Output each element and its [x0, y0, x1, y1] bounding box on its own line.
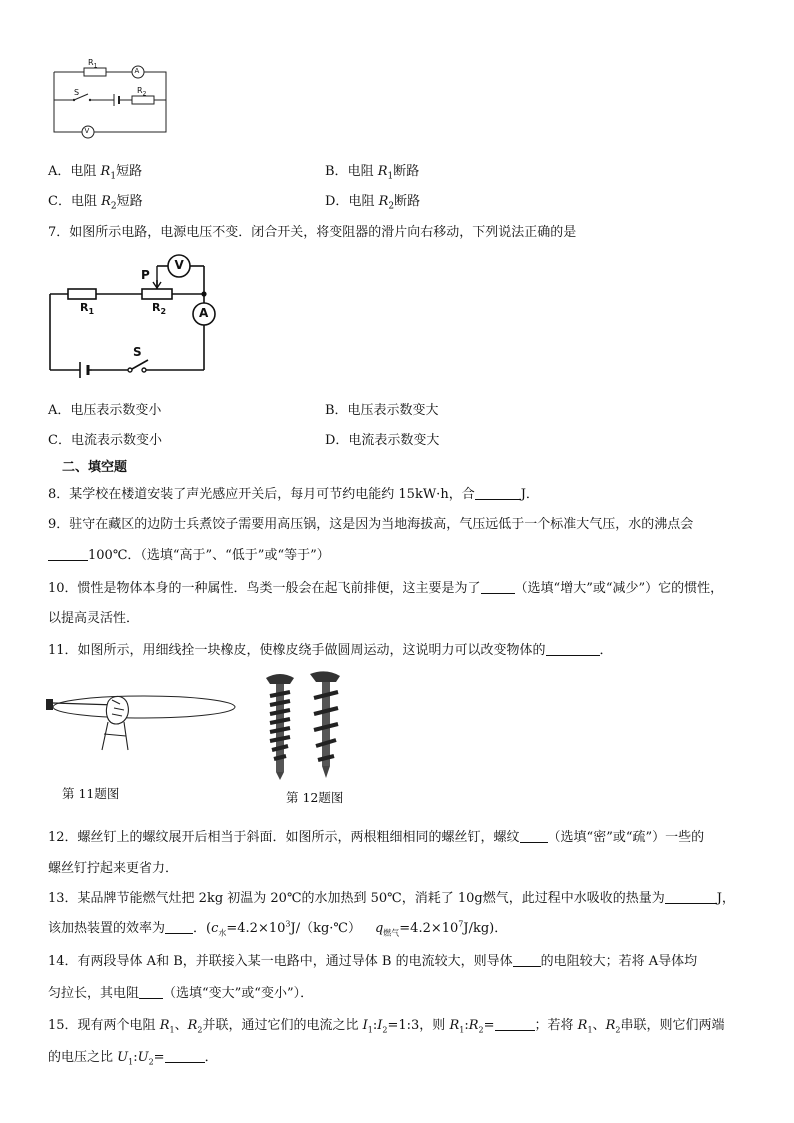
r1-resistor: [68, 289, 96, 299]
q6-option-b[interactable]: B．电阻 $R_1$断路: [325, 164, 420, 182]
q12-line1: 12．螺丝钉上的螺纹展开后相当于斜面．如图所示，两根粗细相同的螺丝钉，螺纹 （选填“密”或“疏”）一些的: [48, 830, 705, 845]
q12-line2: 螺丝钉拧起来更省力．: [48, 861, 179, 876]
q9-blank[interactable]: [48, 548, 88, 561]
fig6-r2-label: $R_2$: [137, 86, 147, 98]
q15-line2: 的电压之比 $U_1:U_2=$ ．: [48, 1050, 218, 1067]
q7-stem: 7．如图所示电路，电源电压不变．闭合开关，将变阻器的滑片向右移动，下列说法正确的是: [48, 225, 577, 240]
q10-line2: 以提高灵活性．: [48, 611, 140, 626]
section-heading: 二、填空题: [62, 460, 128, 475]
q6-option-c[interactable]: C．电阻 $R_2$短路: [48, 194, 143, 212]
eraser-shape: [46, 699, 53, 710]
q10-blank[interactable]: [481, 581, 515, 594]
figure-11-caption: 第 11题图: [62, 786, 120, 801]
fig6-voltmeter-label: V: [84, 127, 90, 135]
q11-stem: 11．如图所示，用细线拴一块橡皮，使橡皮绕手做圆周运动，这说明力可以改变物体的 ．: [48, 643, 613, 658]
r2-rheostat: [142, 289, 172, 299]
q11-blank[interactable]: [546, 643, 600, 656]
figure-12-caption: 第 12题图: [286, 790, 344, 805]
fig7-voltmeter-label: V: [174, 258, 184, 272]
fig7-switch-label: S: [133, 345, 142, 359]
q8-blank[interactable]: [475, 487, 521, 500]
fig6-ammeter-label: A: [134, 67, 140, 75]
q6-option-d[interactable]: D．电阻 $R_2$断路: [325, 194, 421, 212]
circuit-diagram-q7: [44, 252, 224, 382]
switch-symbol: [132, 360, 148, 369]
screw-sparse: [310, 671, 340, 778]
fig7-ammeter-label: A: [199, 306, 209, 320]
q14-blank-resistance[interactable]: [139, 986, 163, 999]
q14-blank-conductor[interactable]: [513, 954, 541, 967]
q13-line2: 该加热装置的效率为 ．($c_水=4.2\times 10^3J/(kg\cdot℃)$ $q_{燃气}=4.2\times 10^7J/kg$)．: [48, 919, 508, 938]
fig7-p-label: P: [141, 268, 150, 282]
orbit-ellipse: [53, 696, 235, 718]
q14-line1: 14．有两段导体 A和 B，并联接入某一电路中，通过导体 B 的电流较大，则导体 的电阻较大；若将 A导体均: [48, 954, 698, 969]
q7-option-a[interactable]: A．电压表示数变小: [48, 403, 162, 418]
q7-option-c[interactable]: C．电流表示数变小: [48, 433, 162, 448]
fig7-r1-label: $R_1$: [80, 301, 95, 317]
fig7-r2-label: $R_2$: [152, 301, 167, 317]
fig6-switch-label: S: [74, 88, 80, 97]
q13-blank-heat[interactable]: [665, 891, 717, 904]
figure-12-screws: [258, 668, 358, 788]
q6-option-a[interactable]: A．电阻 $R_1$短路: [48, 164, 143, 182]
q7-option-b[interactable]: B．电压表示数变大: [325, 403, 439, 418]
q7-option-d[interactable]: D．电流表示数变大: [325, 433, 440, 448]
q13-blank-efficiency[interactable]: [165, 921, 193, 934]
figure-11-circular-motion: [44, 680, 244, 790]
q15-blank-resistance-ratio[interactable]: [495, 1018, 535, 1031]
fig6-r1-label: $R_1$: [88, 58, 98, 70]
q13-line1: 13．某品牌节能燃气灶把 2kg 初温为 20℃的水加热到 50℃，消耗了 10g燃气，此过程中水吸收的热量为 J，: [48, 891, 735, 906]
q15-line1: 15．现有两个电阻 $R_1$、$R_2$并联，通过它们的电流之比 $I_1:I_2=1:3$，则 $R_1:R_2=$ ；若将 $R_1$、$R_2$串联，则它们两端: [48, 1018, 725, 1035]
q9-line1: 9．驻守在藏区的边防士兵煮饺子需要用高压锅，这是因为当地海拔高，气压远低于一个标准大气压，水的沸点会: [48, 517, 694, 532]
q12-blank[interactable]: [520, 830, 548, 843]
q14-line2: 匀拉长，其电阻 （选填“变大”或“变小”）．: [48, 986, 314, 1001]
q9-line2: 100℃．（选填“高于”、“低于”或“等于”）: [48, 544, 330, 563]
q10-line1: 10．惯性是物体本身的一种属性．鸟类一般会在起飞前排便，这主要是为了 （选填“增大”或“减少”）它的惯性，: [48, 581, 724, 596]
q15-blank-voltage-ratio[interactable]: [165, 1050, 205, 1063]
screw-dense: [266, 674, 294, 780]
q8-stem: 8．某学校在楼道安装了声光感应开关后，每月可节约电能约 15kW·h，合 J．: [48, 487, 539, 502]
circuit-diagram-q6: [50, 58, 180, 138]
